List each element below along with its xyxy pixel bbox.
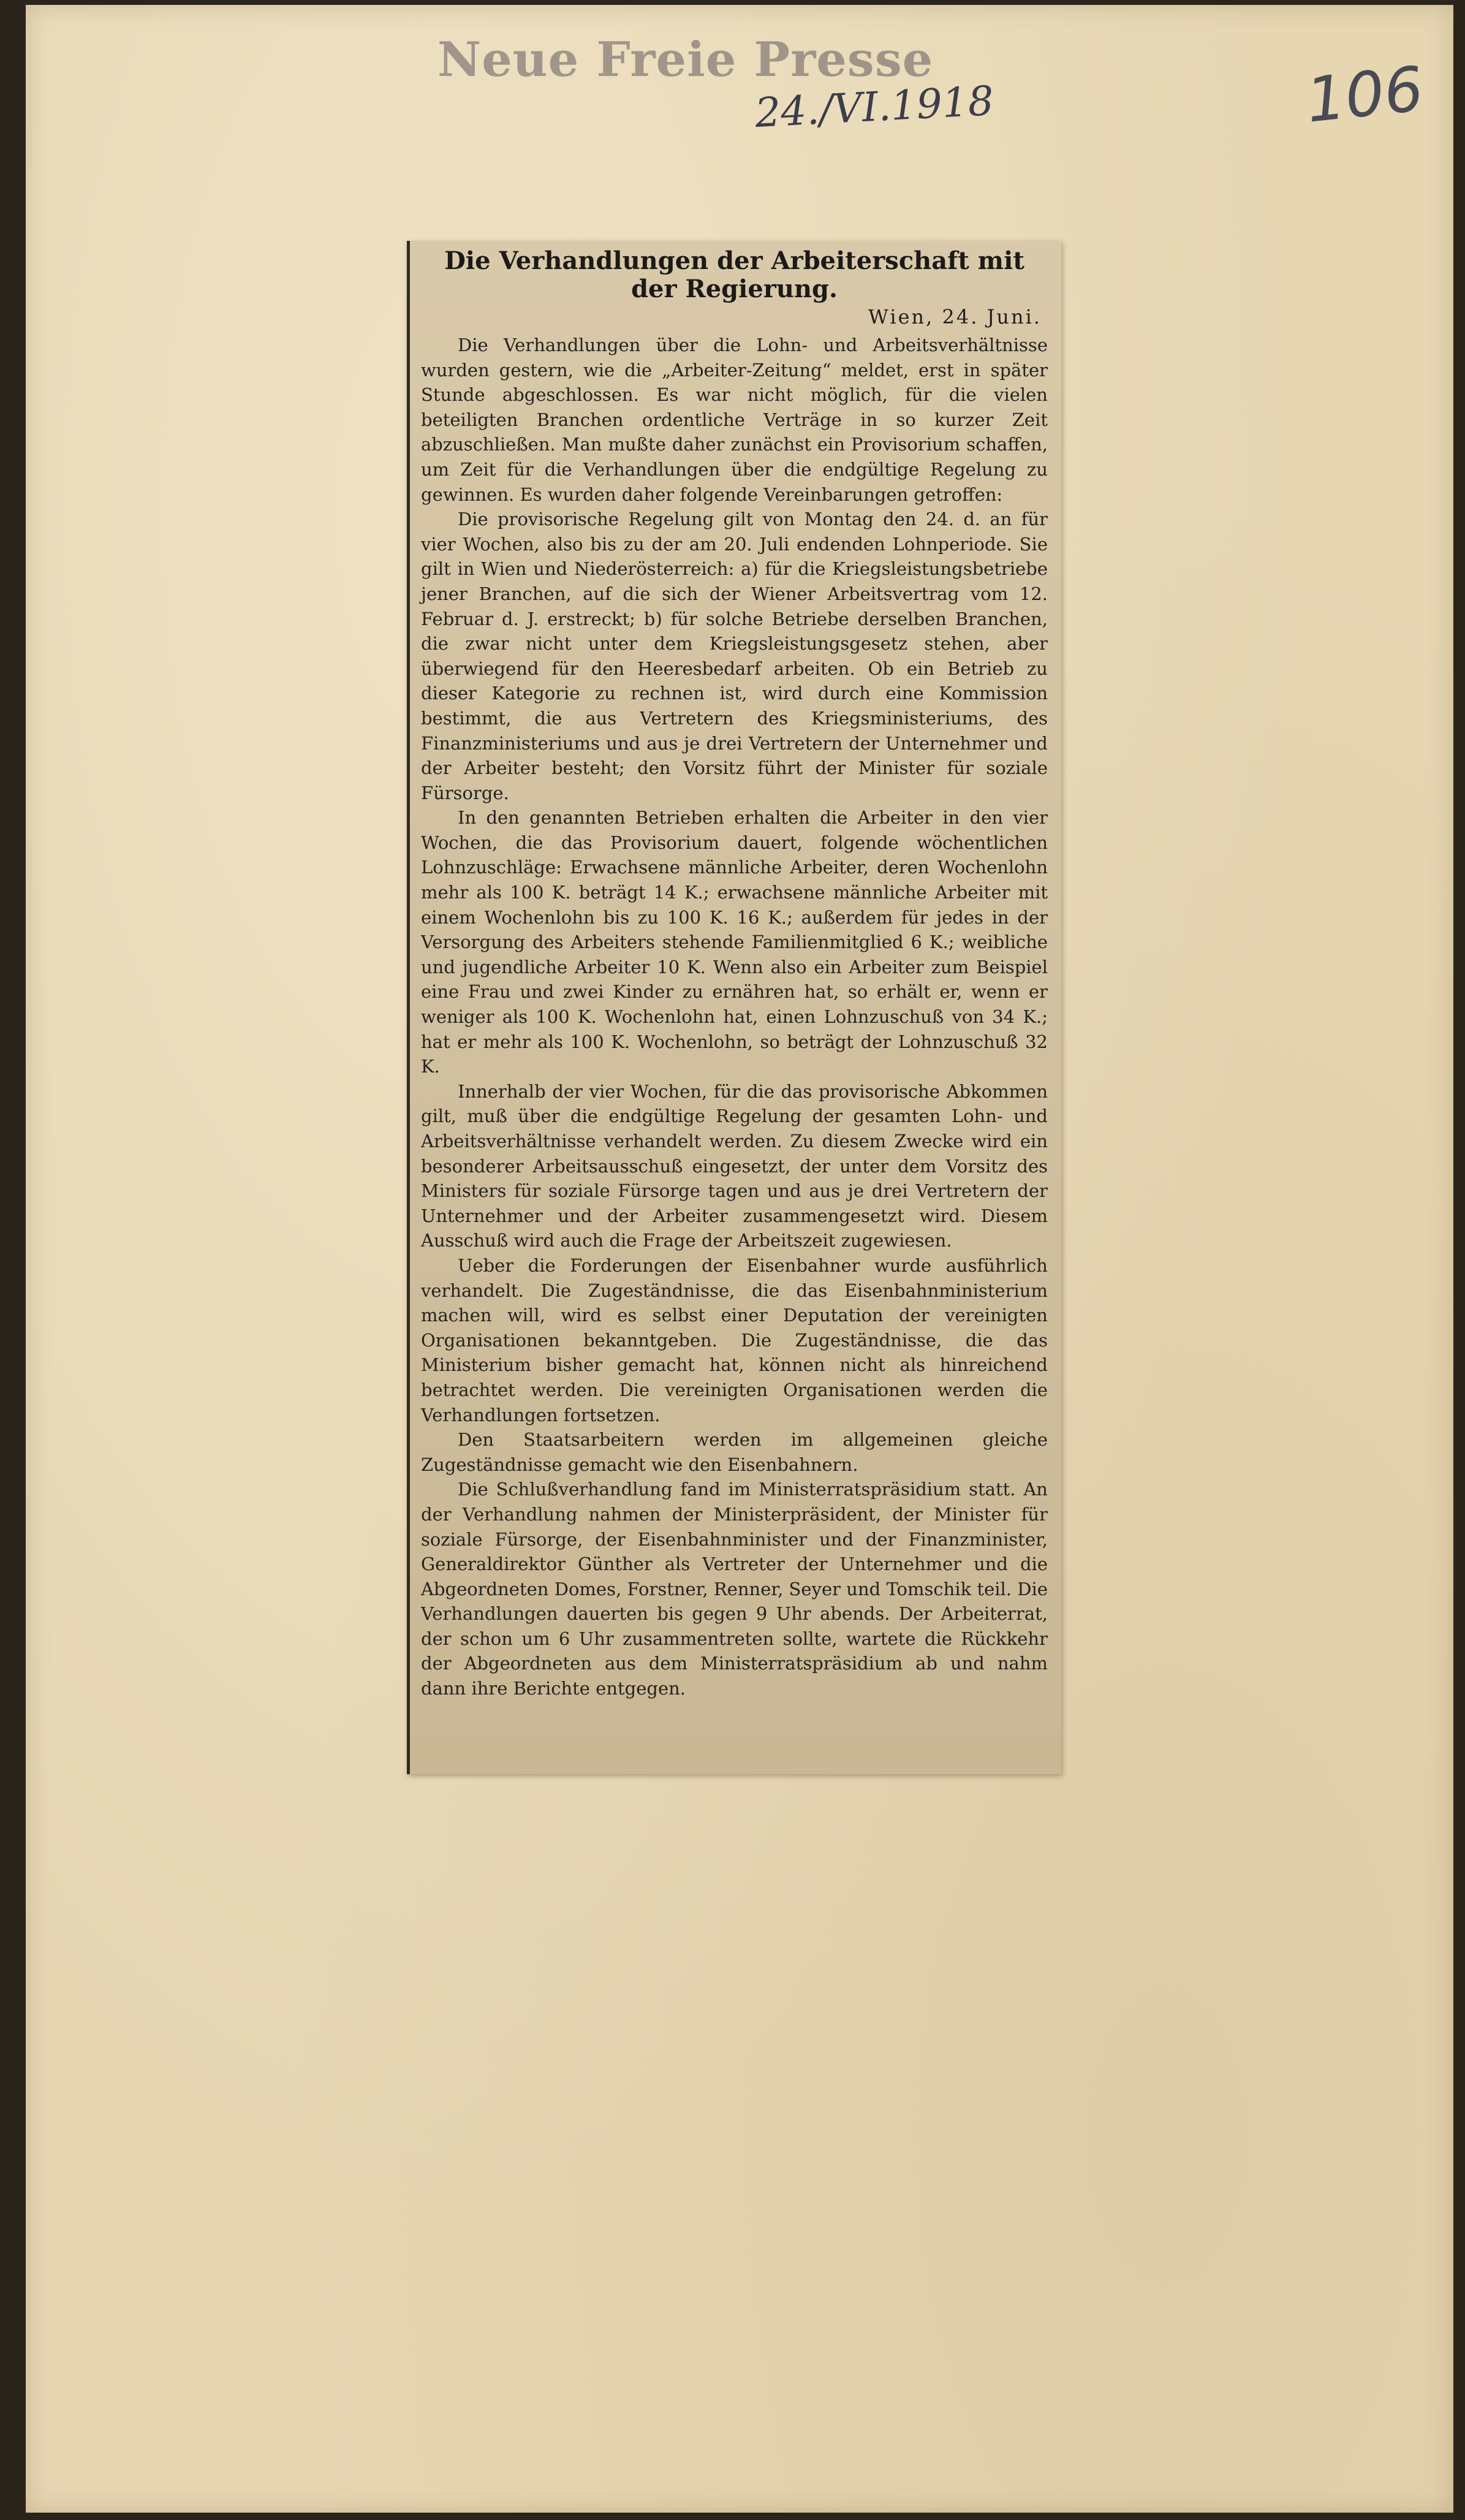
article-paragraph: Ueber die Forderungen der Eisenbahner wurde ausführlich verhandelt. Die Zugeständnisse, die das Eisenbahnministerium machen will, wird es selbst einer Deputation der vereinigten Organisationen bekanntgeben. Die Zugeständnisse, die das Ministerium bisher gemacht hat, können nicht als hinreichend betrachtet werden. Die vereinigten Organisationen werden die Verhandlungen fortsetzen. xyxy=(421,1254,1048,1425)
article-paragraph: Innerhalb der vier Wochen, für die das provisorische Abkommen gilt, muß über die endgültige Regelung der gesamten Lohn- und Arbeitsverhältnisse verhandelt werden. Zu diesem Zwecke wird ein besonderer Arbeitsausschuß eingesetzt, der unter dem Vorsitz des Ministers für soziale Fürsorge tagen und aus je drei Vertretern der Unternehmer und der Arbeiter zusammengesetzt wird. Diesem Ausschuß wird auch die Frage der Arbeitszeit zugewiesen. xyxy=(421,1080,1048,1251)
folio-number: 106 xyxy=(1303,53,1427,137)
article-paragraph: Die provisorische Regelung gilt von Montag den 24. d. an für vier Wochen, also bis zu der am 20. Juli endenden Lohnperiode. Sie gilt in Wien und Niederösterreich: a) für die Kriegsleistungsbetriebe jener Branchen, auf die sich der Wiener Arbeitsvertrag vom 12. Februar d. J. erstreckt; b) für solche Betriebe derselben Branchen, die zwar nicht unter dem Kriegsleistungsgesetz stehen, aber überwiegend für den Heeresbedarf arbeiten. Ob ein Betrieb zu dieser Kategorie zu rechnen ist, wird durch eine Kommission bestimmt, die aus Vertretern des Kriegsministeriums, des Finanzministeriums und aus je drei Vertretern der Unternehmer und der Arbeiter besteht; den Vorsitz führt der Minister für soziale Fürsorge. xyxy=(421,509,1048,803)
article-dateline: Wien, 24. Juni. xyxy=(868,305,1042,328)
article-paragraph: Die Verhandlungen über die Lohn- und Arbeitsverhältnisse wurden gestern, wie die „Arbeiter-Zeitung“ meldet, erst in später Stunde abgeschlossen. Es war nicht möglich, für die vielen beteiligten Branchen ordentliche Verträge in so kurzer Zeit abzuschließen. Man mußte daher zunächst ein Provisorium schaffen, um Zeit für die Verhandlungen über die endgültige Regelung zu gewinnen. Es wurden daher folgende Vereinbarungen getroffen: xyxy=(421,335,1048,505)
article-paragraph: In den genannten Betrieben erhalten die Arbeiter in den vier Wochen, die das Provisorium dauert, folgende wöchentlichen Lohnzuschläge: Erwachsene männliche Arbeiter, deren Wochenlohn mehr als 100 K. beträgt 14 K.; erwachsene männliche Arbeiter mit einem Wochenlohn bis zu 100 K. 16 K.; außerdem für jedes in der Versorgung des Arbeiters stehende Familienmitglied 6 K.; weibliche und jugendliche Arbeiter 10 K. Wenn also ein Arbeiter zum Beispiel eine Frau und zwei Kinder zu ernähren hat, so erhält er, wenn er weniger als 100 K. Wochenlohn hat, einen Lohnzuschuß von 34 K.; hat er mehr als 100 K. Wochenlohn, so beträgt der Lohnzuschuß 32 K. xyxy=(421,807,1048,1077)
article-headline: Die Verhandlungen der Arbeiterschaft mit der Regierung. xyxy=(444,246,1024,303)
newspaper-stamp: Neue Freie Presse xyxy=(437,32,934,88)
article-paragraph: Den Staatsarbeitern werden im allgemeinen gleiche Zugeständnisse gemacht wie den Eisenbahnern. xyxy=(421,1429,1048,1475)
handwritten-date: 24./VI.1918 xyxy=(754,77,995,137)
article-paragraph: Die Schlußverhandlung fand im Ministerratspräsidium statt. An der Verhandlung nahmen der Ministerpräsident, der Minister für soziale Fürsorge, der Eisenbahnminister und der Finanzminister, Generaldirektor Günther als Vertreter der Unternehmer und die Abgeordneten Domes, Forstner, Renner, Seyer und Tomschik teil. Die Verhandlungen dauerten bis gegen 9 Uhr abends. Der Arbeiterrat, der schon um 6 Uhr zusammentreten sollte, wartete die Rückkehr der Abgeordneten aus dem Ministerratspräsidium ab und nahm dann ihre Berichte entgegen. xyxy=(421,1479,1048,1699)
newspaper-clipping xyxy=(407,241,1061,1774)
